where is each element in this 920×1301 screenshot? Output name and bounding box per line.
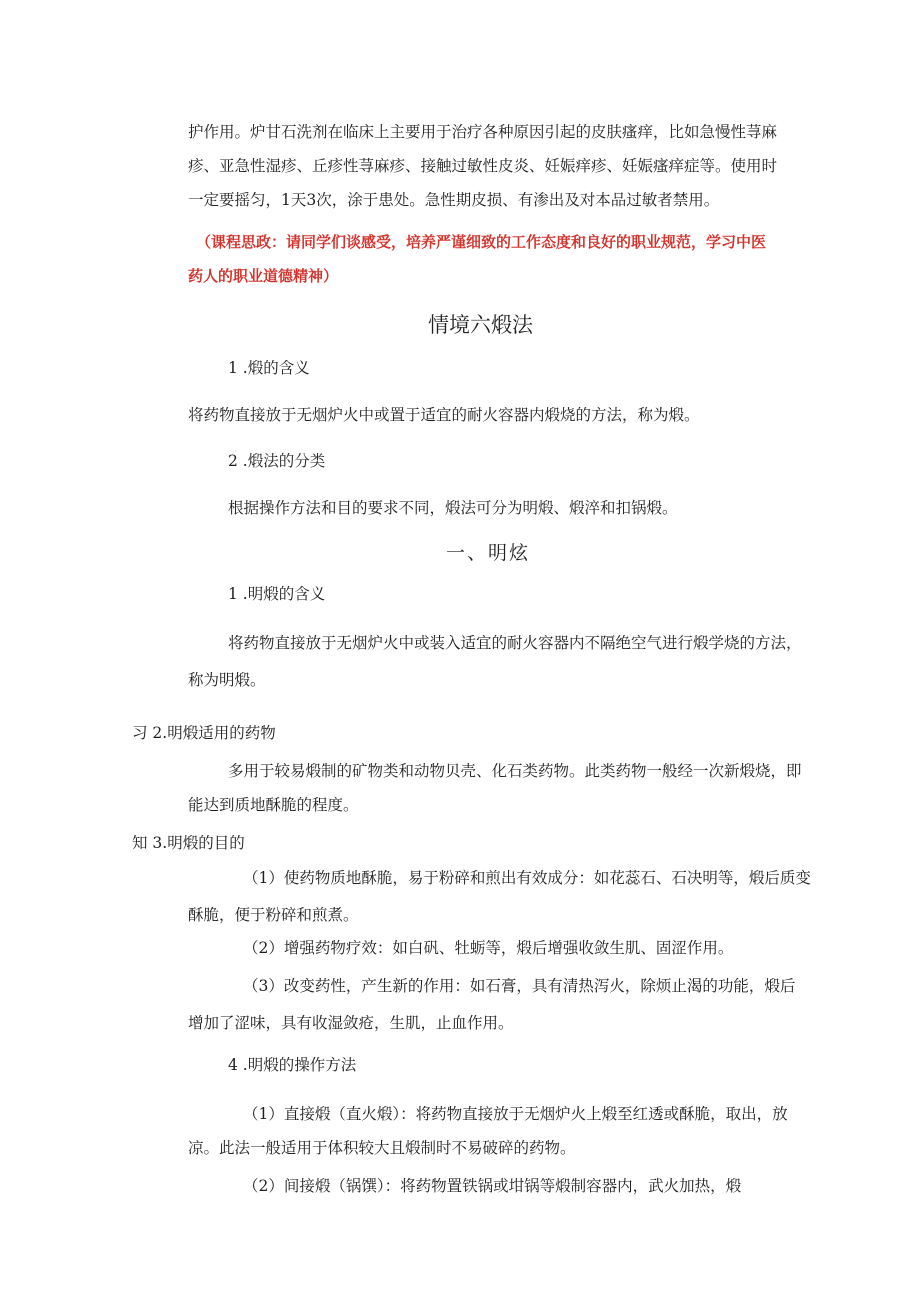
paragraph-line: （2）间接煅（锅馔）：将药物置铁锅或坩锅等煅制容器内，武火加热，煅 <box>243 1177 742 1195</box>
paragraph-line: 酥脆，便于粉碎和煎煮。 <box>188 906 359 924</box>
heading-line: 4 .明煅的操作方法 <box>228 1056 357 1074</box>
paragraph-line: 增加了涩味，具有收湿敛疮，生肌，止血作用。 <box>188 1014 514 1032</box>
heading-line: 2 .煅法的分类 <box>228 452 326 470</box>
paragraph-line: 凉。此法一般适用于体积较大且煅制时不易破碎的药物。 <box>188 1139 576 1157</box>
paragraph-line: 护作用。炉甘石洗剂在临床上主要用于治疗各种原因引起的皮肤瘙痒，比如急慢性荨麻 <box>188 123 778 141</box>
paragraph-line: 将药物直接放于无烟炉火中或装入适宜的耐火容器内不隔绝空气进行煅学烧的方法， <box>228 634 802 652</box>
heading-line: 1 .明煅的含义 <box>228 585 326 603</box>
ideology-note-line: （课程思政：请同学们谈感受，培养严谨细致的工作态度和良好的职业规范，学习中医 <box>196 233 767 251</box>
paragraph-line: 称为明煅。 <box>188 671 266 689</box>
paragraph-line: （1）直接煅（直火煅）：将药物直接放于无烟炉火上煅至红透或酥脆，取出，放 <box>243 1105 788 1123</box>
paragraph-line: 一定要摇匀，1天3次，涂于患处。急性期皮损、有渗出及对本品过敏者禁用。 <box>188 191 720 209</box>
paragraph-line: （1）使药物质地酥脆，易于粉碎和煎出有效成分：如花蕊石、石决明等，煅后质变 <box>243 869 811 887</box>
paragraph-line: （2）增强药物疗效：如白矾、牡蛎等，煅后增强收敛生肌、固涩作用。 <box>243 939 734 957</box>
paragraph-line: （3）改变药性，产生新的作用：如石膏，具有清热泻火，除烦止渴的功能，煅后 <box>243 977 796 995</box>
ideology-note-line: 药人的职业道德精神） <box>188 267 339 285</box>
paragraph-line: 能达到质地酥脆的程度。 <box>188 796 359 814</box>
heading-line: 知 3.明煅的目的 <box>132 834 245 852</box>
section-title: 情境六煅法 <box>428 313 533 337</box>
paragraph-line: 将药物直接放于无烟炉火中或置于适宜的耐火容器内煅烧的方法，称为煅。 <box>188 406 700 424</box>
paragraph-line: 疹、亚急性湿疹、丘疹性荨麻疹、接触过敏性皮炎、妊娠痒疹、妊娠瘙痒症等。使用时 <box>188 157 778 175</box>
paragraph-line: 根据操作方法和目的要求不同，煅法可分为明煅、煅淬和扣锅煅。 <box>228 499 678 517</box>
heading-line: 1 .煅的含义 <box>228 359 310 377</box>
heading-line: 习 2.明煅适用的药物 <box>132 724 276 742</box>
subsection-title: 一、明炫 <box>446 542 531 564</box>
paragraph-line: 多用于较易煅制的矿物类和动物贝壳、化石类药物。此类药物一般经一次新煅烧，即 <box>228 762 802 780</box>
